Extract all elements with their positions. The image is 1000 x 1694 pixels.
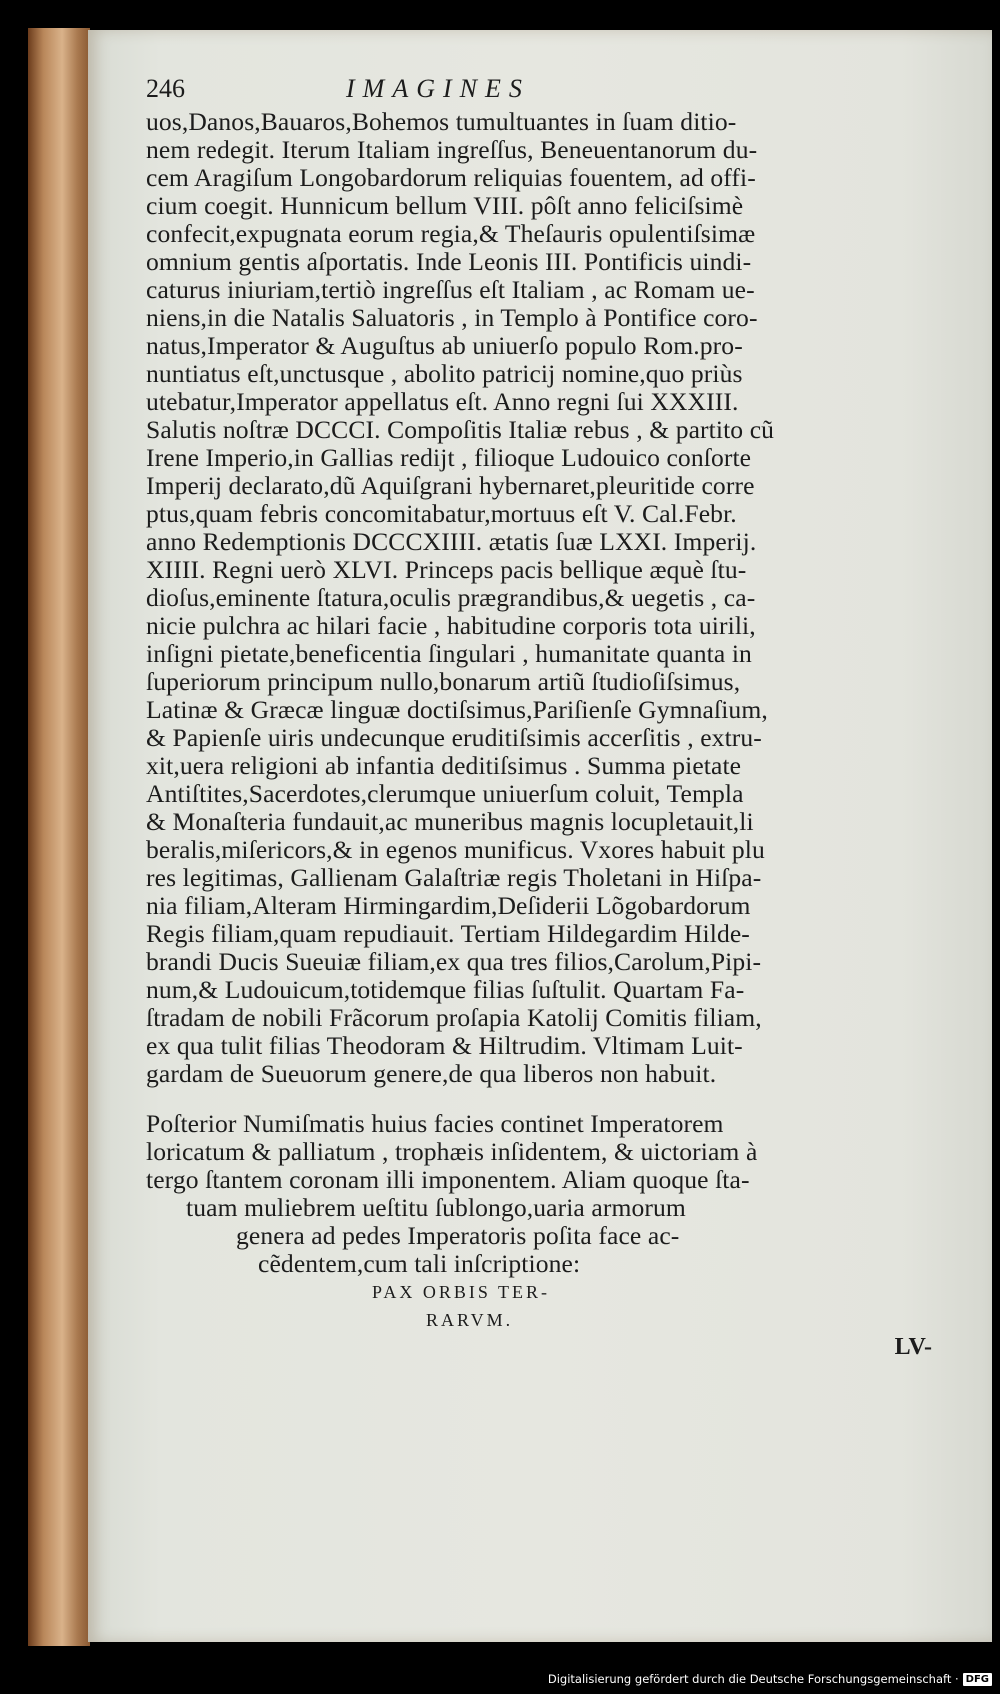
text-line: natus,Imperator & Auguſtus ab uniuerſo populo Rom.pro- bbox=[146, 331, 743, 360]
text-line: uos,Danos,Bauaros,Bohemos tumultuantes in ſuam ditio- bbox=[146, 107, 737, 136]
text-line: cẽdentem,cum tali inſcriptione: bbox=[258, 1249, 581, 1278]
text-line: Antiſtites,Sacerdotes,clerumque uniuerſum coluit, Templa bbox=[146, 779, 744, 808]
text-line: gardam de Sueuorum genere,de qua liberos non habuit. bbox=[146, 1059, 717, 1088]
text-line: anno Redemptionis DCCCXIIII. ætatis ſuæ LXXI. Imperij. bbox=[146, 527, 757, 556]
text-line: & Monaſteria fundauit,ac muneribus magnis locupletauit,li bbox=[146, 807, 754, 836]
text-line: brandi Ducis Sueuiæ filiam,ex qua tres filios,Carolum,Pipi- bbox=[146, 947, 762, 976]
folio-number: 246 bbox=[146, 74, 185, 103]
main-paragraph bbox=[146, 108, 932, 1088]
text-line: utebatur,Imperator appellatus eſt. Anno regni ſui XXXIII. bbox=[146, 387, 739, 416]
text-line: inſigni pietate,beneficentia ſingulari , humanitate quanta in bbox=[146, 639, 752, 668]
text-line: Irene Imperio,in Gallias redijt , filioque Ludouico conſorte bbox=[146, 443, 752, 472]
inscription-line: PAX ORBIS TER- bbox=[372, 1282, 551, 1302]
text-line: ſtradam de nobili Frãcorum proſapia Katolij Comitis filiam, bbox=[146, 1003, 762, 1032]
text-line: ptus,quam febris concomitabatur,mortuus eſt V. Cal.Febr. bbox=[146, 499, 737, 528]
text-line: num,& Ludouicum,totidemque filias ſuſtulit. Quartam Fa- bbox=[146, 975, 745, 1004]
dfg-logo: DFG bbox=[963, 1673, 992, 1686]
text-line: cem Aragiſum Longobardorum reliquias fouentem, ad offi- bbox=[146, 163, 756, 192]
text-line: niens,in die Natalis Saluatoris , in Templo à Pontifice coro- bbox=[146, 303, 758, 332]
text-line: omnium gentis aſportatis. Inde Leonis III. Pontificis uindi- bbox=[146, 247, 752, 276]
text-line: nem redegit. Iterum Italiam ingreſſus, Beneuentanorum du- bbox=[146, 135, 758, 164]
text-line: Poſterior Numiſmatis huius facies continet Imperatorem bbox=[146, 1109, 724, 1138]
text-line: xit,uera religioni ab infantia deditiſsimus . Summa pietate bbox=[146, 751, 742, 780]
running-head: IMAGINES bbox=[346, 74, 530, 103]
digitization-credit bbox=[548, 1668, 992, 1690]
text-line: loricatum & palliatum , trophæis inſidentem, & uictoriam à bbox=[146, 1137, 758, 1166]
book-spine-edge bbox=[28, 28, 90, 1646]
text-line: tuam muliebrem ueſtitu ſublongo,uaria armorum bbox=[186, 1193, 686, 1222]
text-line: caturus iniuriam,tertiò ingreſſus eſt Italiam , ac Romam ue- bbox=[146, 275, 755, 304]
text-line: ſuperiorum principum nullo,bonarum artiũ ſtudioſiſsimus, bbox=[146, 667, 741, 696]
inscription-line: RARVM. bbox=[426, 1310, 514, 1330]
text-line: beralis,miſericors,& in egenos munificus. Vxores habuit plu bbox=[146, 835, 765, 864]
text-line: Regis filiam,quam repudiauit. Tertiam Hildegardim Hilde- bbox=[146, 919, 750, 948]
paragraph-gap bbox=[146, 1088, 932, 1110]
text-line: cium coegit. Hunnicum bellum VIII. pôſt anno feliciſsimè bbox=[146, 191, 744, 220]
catchword-row bbox=[146, 1334, 932, 1374]
text-line: confecit,expugnata eorum regia,& Theſauris opulentiſsimæ bbox=[146, 219, 756, 248]
text-line: tergo ſtantem coronam illi imponentem. Aliam quoque ſta- bbox=[146, 1165, 750, 1194]
credit-text: Digitalisierung gefördert durch die Deutsche Forschungsgemeinschaft · bbox=[547, 1672, 959, 1686]
text-line: genera ad pedes Imperatoris poſita face ac- bbox=[236, 1221, 680, 1250]
text-line: ex qua tulit filias Theodoram & Hiltrudim. Vltimam Luit- bbox=[146, 1031, 743, 1060]
text-line: nuntiatus eſt,unctusque , abolito patricij nomine,quo priùs bbox=[146, 359, 743, 388]
text-line: & Papienſe uiris undecunque eruditiſsimis accerſitis , extru- bbox=[146, 723, 762, 752]
text-line: Latinæ & Græcæ linguæ doctiſsimus,Pariſienſe Gymnaſium, bbox=[146, 695, 768, 724]
text-line: nicie pulchra ac hilari facie , habitudine corporis tota uirili, bbox=[146, 611, 756, 640]
text-line: XIIII. Regni uerò XLVI. Princeps pacis bellique æquè ſtu- bbox=[146, 555, 747, 584]
text-line: res legitimas, Gallienam Galaſtriæ regis Tholetani in Hiſpa- bbox=[146, 863, 762, 892]
page-text-block bbox=[146, 74, 932, 1374]
page-header bbox=[146, 74, 932, 108]
text-line: dioſus,eminente ſtatura,oculis prægrandibus,& uegetis , ca- bbox=[146, 583, 756, 612]
second-paragraph bbox=[146, 1110, 932, 1278]
text-line: Imperij declarato,dũ Aquiſgrani hybernaret,pleuritide corre bbox=[146, 471, 755, 500]
text-line: Salutis noſtræ DCCCI. Compoſitis Italiæ rebus , & partito cũ bbox=[146, 415, 775, 444]
catchword: LV- bbox=[894, 1334, 932, 1360]
text-line: nia filiam,Alteram Hirmingardim,Deſiderii Lõgobardorum bbox=[146, 891, 751, 920]
